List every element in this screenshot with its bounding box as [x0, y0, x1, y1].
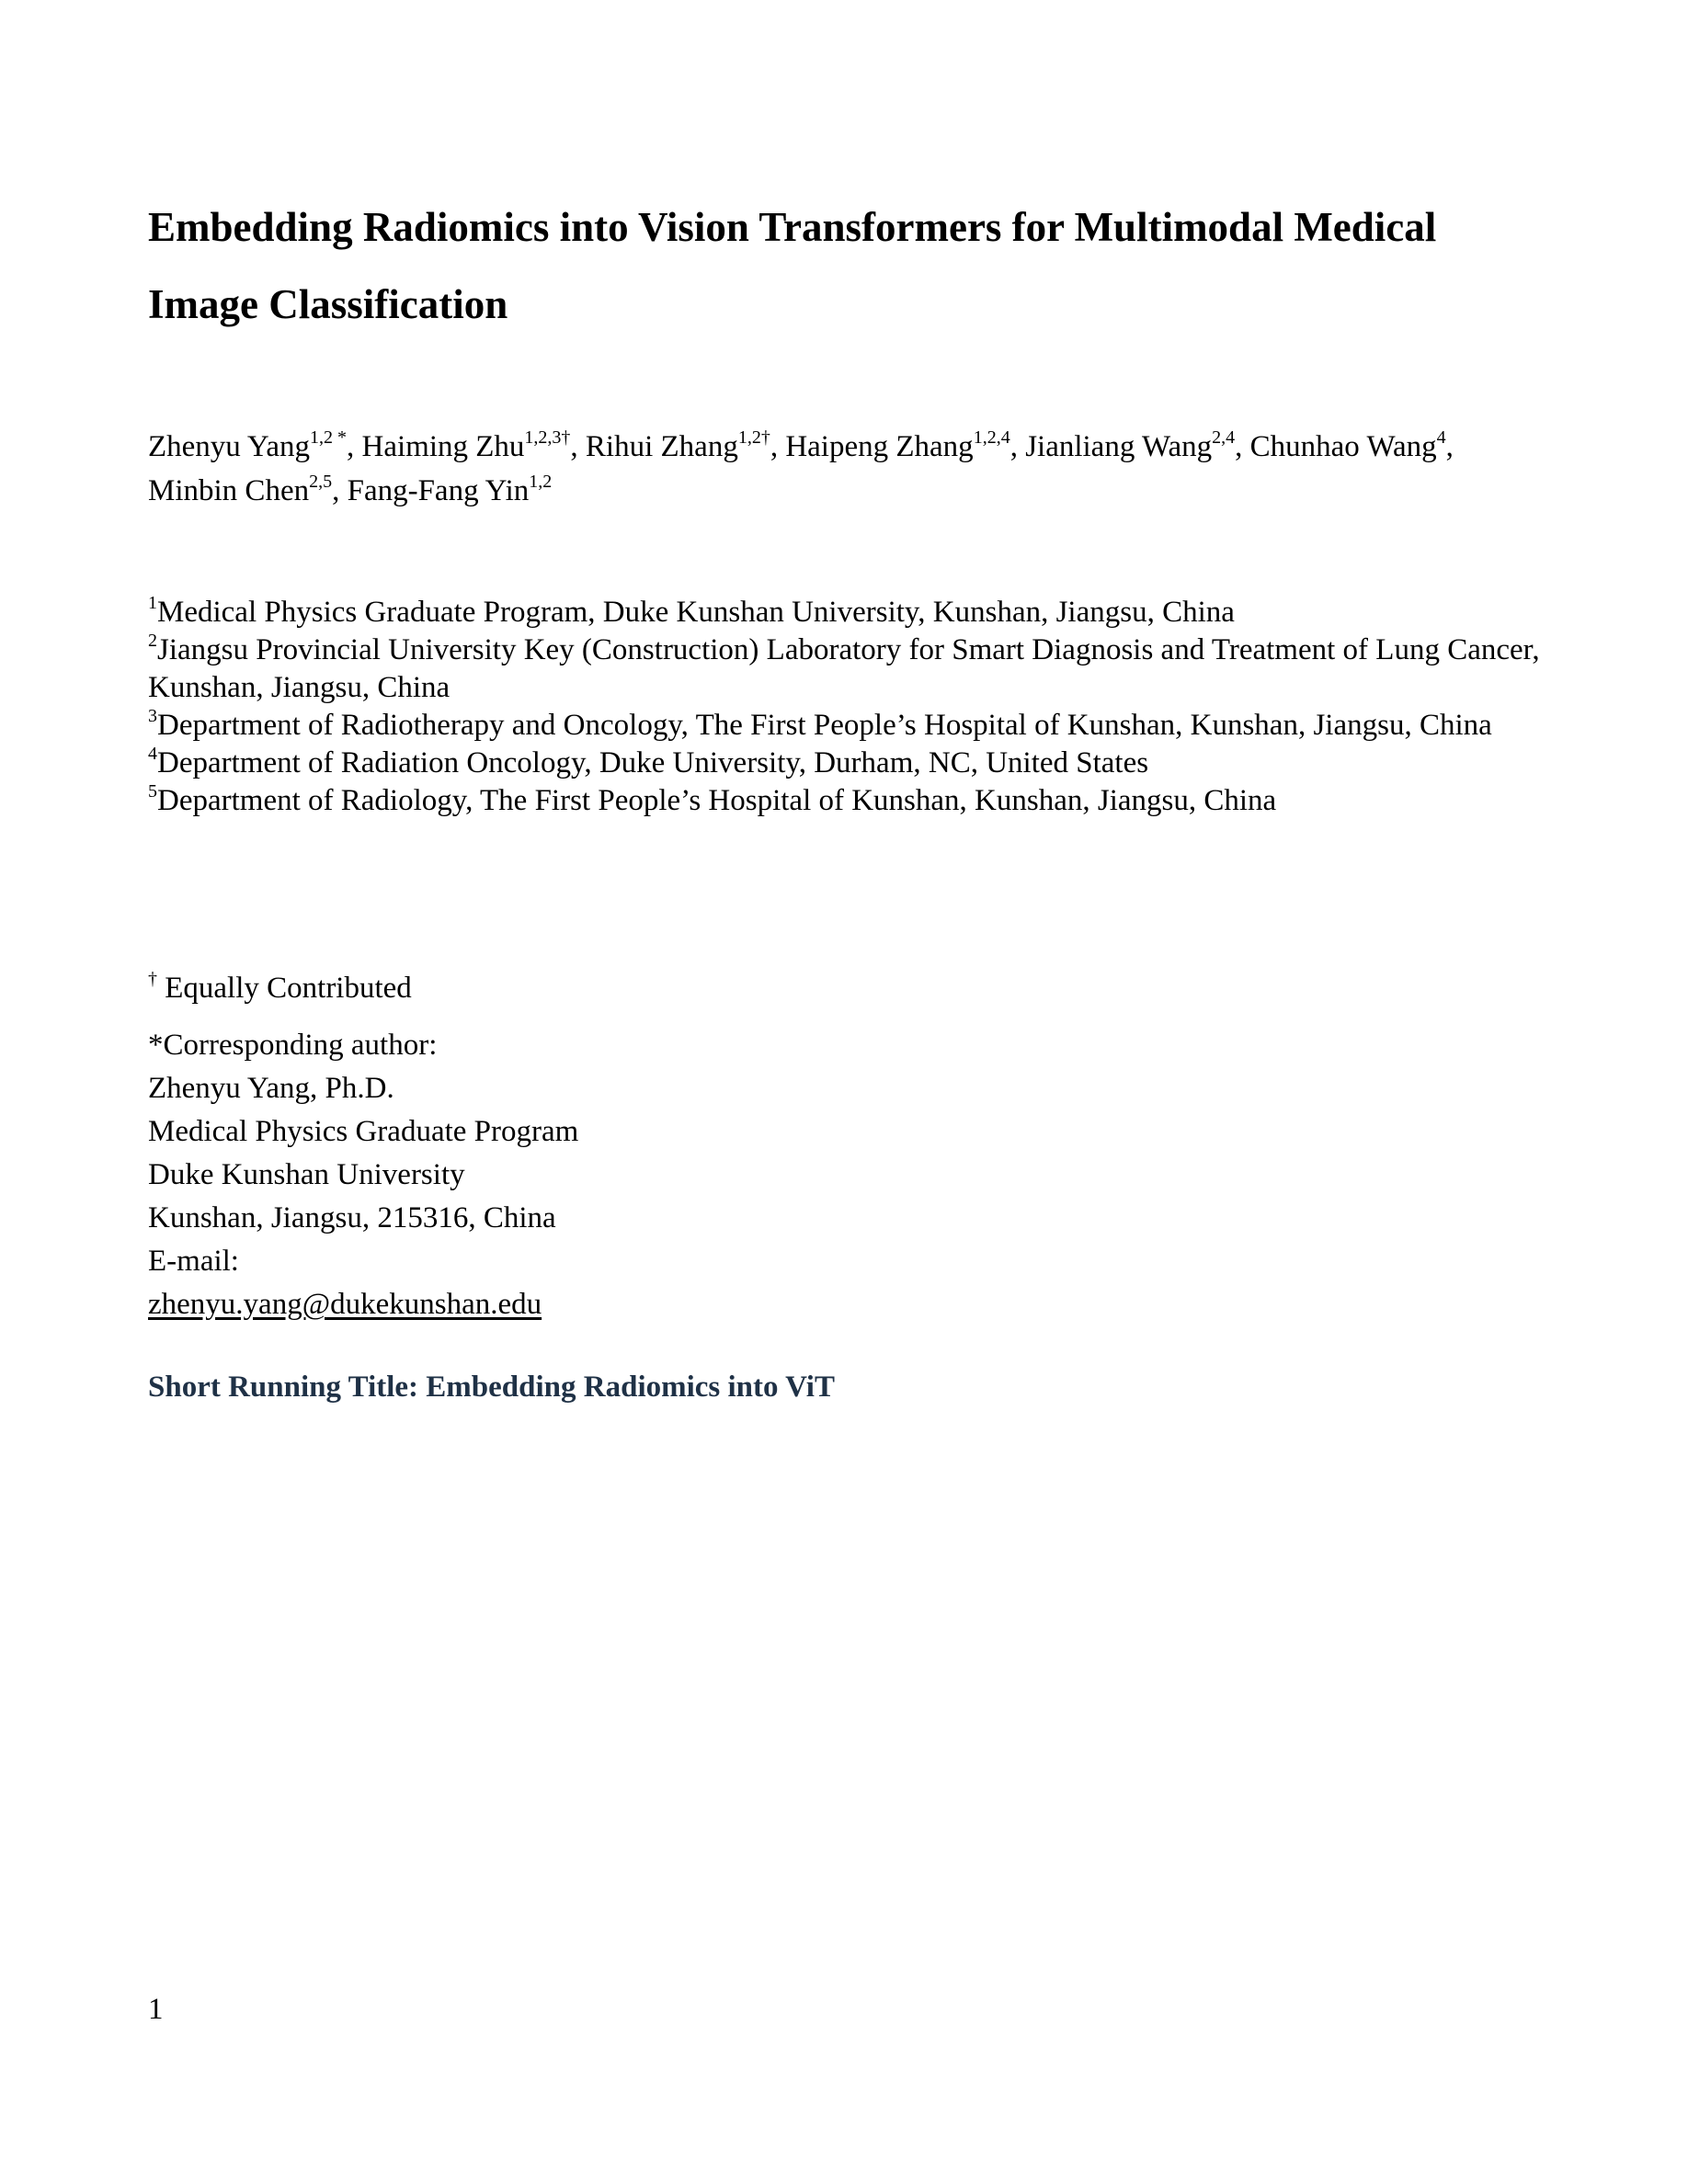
affiliation-text: Jiangsu Provincial University Key (Construction) Laboratory for Smart Diagnosis and Treatment of Lung Cancer, Kunshan, Jiangsu, China [148, 633, 1540, 704]
author-name: Haiming Zhu [361, 430, 525, 463]
affiliation-text: Department of Radiotherapy and Oncology, The First People’s Hospital of Kunshan, Kunshan, Jiangsu, China [157, 709, 1492, 742]
affiliation-number: 4 [148, 744, 157, 764]
affiliation-number: 5 [148, 781, 157, 802]
author-affiliation-marks: 1,2 * [310, 427, 348, 448]
corresponding-program: Medical Physics Graduate Program [148, 1115, 579, 1148]
page-number: 1 [148, 1993, 164, 2026]
author-affiliation-marks: 1,2† [737, 427, 770, 448]
corresponding-author-block [148, 1024, 578, 1326]
affiliation-text: Department of Radiation Oncology, Duke University, Durham, NC, United States [157, 746, 1149, 779]
author-affiliation-marks: 1,2,3† [524, 427, 571, 448]
author-list: Zhenyu Yang$^{1,2 *}$, Haiming Zhu$^{1,2,3\dagger}$, Rihui Zhang$^{1,2\dagger}$, Haipeng Zhang$^{1,2,4}$, Jianliang Wang$^{2,4}$, Chunhao Wang$^4$, Minbin Chen$^{2,5}$, Fang-Fang Yin$^{1,2}$ [148, 427, 1454, 507]
author-name: Fang-Fang Yin [347, 474, 530, 507]
affiliation-number: 3 [148, 706, 157, 726]
equal-contribution-note [148, 968, 412, 1008]
affiliation-text: Department of Radiology, The First People’s Hospital of Kunshan, Kunshan, Jiangsu, China [157, 784, 1277, 817]
author [1025, 427, 1236, 463]
affiliation-number: 2 [148, 631, 157, 651]
author [148, 427, 348, 463]
author [785, 427, 1010, 463]
corresponding-heading: *Corresponding author: [148, 1029, 438, 1062]
corresponding-address: Kunshan, Jiangsu, 215316, China [148, 1201, 556, 1234]
corresponding-university: Duke Kunshan University [148, 1158, 465, 1191]
author-name: Jianliang Wang [1025, 430, 1213, 463]
affiliation [148, 782, 1545, 820]
author-affiliation-marks: 1,2 [529, 472, 553, 492]
author [361, 427, 571, 463]
author [585, 427, 770, 463]
affiliation [148, 707, 1545, 745]
dagger-mark: † [148, 969, 157, 989]
author-affiliation-marks: 4 [1436, 427, 1446, 448]
author [348, 474, 553, 507]
author-name: Haipeng Zhang [785, 430, 974, 463]
corresponding-email-line [148, 1240, 578, 1326]
affiliation-number: 1 [148, 593, 157, 613]
email-label: E-mail: [148, 1245, 239, 1278]
author [1249, 427, 1446, 463]
corresponding-name: Zhenyu Yang, Ph.D. [148, 1072, 394, 1105]
affiliation [148, 594, 1545, 631]
equal-contribution-text: Equally Contributed [165, 972, 412, 1005]
affiliation [148, 631, 1545, 707]
running-title: Short Running Title: Embedding Radiomics into ViT [148, 1371, 835, 1404]
affiliation-list [148, 594, 1545, 820]
author-affiliation-marks: 1,2,4 [973, 427, 1010, 448]
author-name: Zhenyu Yang [148, 430, 311, 463]
author-name: Minbin Chen [148, 474, 310, 507]
author-name: Chunhao Wang [1249, 430, 1437, 463]
affiliation [148, 745, 1545, 782]
email-link[interactable]: zhenyu.yang@dukekunshan.edu [148, 1288, 542, 1321]
affiliation-text: Medical Physics Graduate Program, Duke Kunshan University, Kunshan, Jiangsu, China [157, 596, 1235, 629]
author-name: Rihui Zhang [585, 430, 738, 463]
author-affiliation-marks: 2,4 [1212, 427, 1236, 448]
paper-title: Embedding Radiomics into Vision Transformers for Multimodal Medical Image Classification [148, 204, 1437, 327]
author [148, 474, 332, 507]
author-affiliation-marks: 2,5 [309, 472, 333, 492]
